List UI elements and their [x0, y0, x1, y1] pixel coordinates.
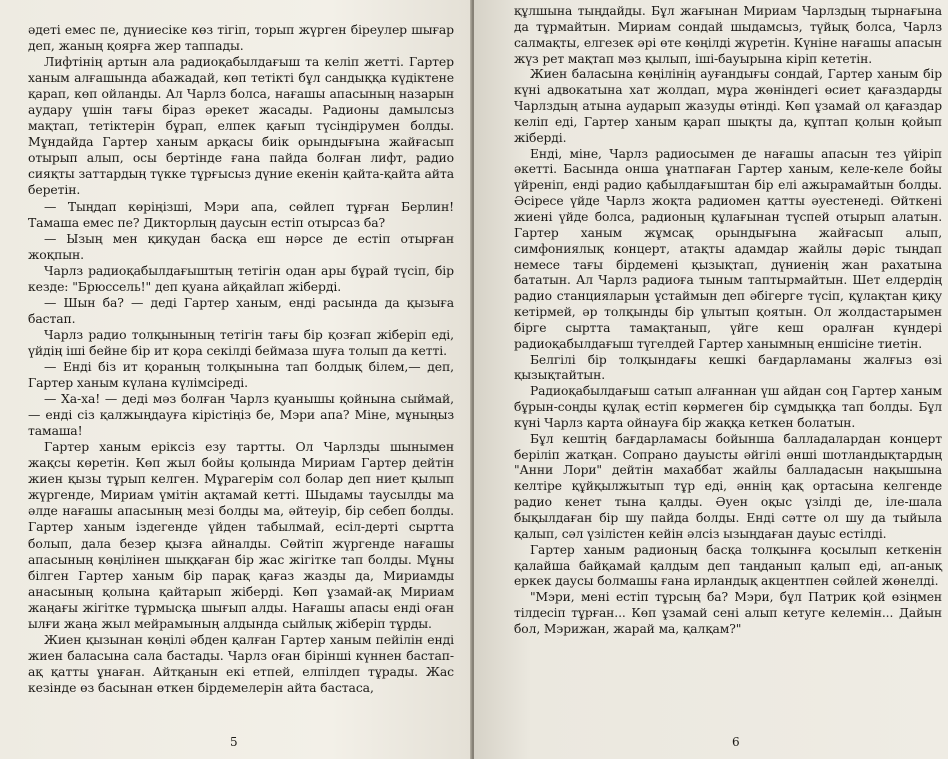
- paragraph: — Тыңдап көріңізші, Мэри апа, сөйлеп тұрған Берлин! Тамаша емес пе? Дикторлың даусын естіп отырсаз ба?: [28, 198, 454, 230]
- paragraph: Гартер ханым еріксіз езу тартты. Ол Чарлзды шынымен жақсы көретін. Көп жыл бойы қолында Мириам Гартер дейтін жиен қызы тұрып келген. Мұрагерім сол болар деп ниет қылып жүргенде, Мириам үмітін ақтамай кетті. Шыдамы таусылды ма әлде нағашы апасының мезі болды ма, әйтеуір, бір себеп болды. Гартер ханым іздегенде үйден табылмай, есіл-дерті сыртта болып, дала безер қызға айналды. Сөйтіп жүргенде нағашы апасының көңілінен шыққаған бір жас жігітке тап болды. Мұны білген Гартер ханым бір парақ қағаз жазды да, Мириамды анасының қолына қайтарып жіберді. Көп ұзамай-ақ Мириам жаңағы жігітке тұрмысқа шығып алды. Нағашы апасы енді оған ылғи жаңа жыл мейрамының алдында сыйлық жіберіп тұрды.: [28, 439, 454, 631]
- paragraph: Жиен баласына көңілінің ауғандығы сондай, Гартер ханым бір күні адвокатына хат жолдап, мұра жөніндегі өсиет қағаздарды Чарлздың атына аударып жазуды өтінді. Көп ұзамай ол қағаздар келіп еді, Гартер ханым қарап шықты да, құптап қолын қойып жіберді.: [514, 67, 942, 145]
- paragraph: Енді, міне, Чарлз радиосымен де нағашы апасын тез үйіріп әкетті. Басында онша ұнатпаған Гартер ханым, келе-келе бойы үйреніп, енді радио қабылдағыштан бір елі ажырамайтын болды. Әсіресе үйде Чарлз жоқта радиомен қатты әуестенеді. Өйткені жиені үйде болса, радионың құлағынан түспей отырып алатын. Гартер ханым жұмсақ орындығына жайғасып алып, симфониялық концерт, атақты адамдар жайлы дәріс тыңдап немесе тағы бірдемені қызықтап, дүниенің жан рахатына бататын. Ал Чарлз радиоға тыным таптырмайтын. Шет елдердің радио станцияларын ұстаймын деп әбігерге түсіп, құлақтан қиқу кетірмей, әр толқынды бір ұлытып қоятын. Ол жолдастарымен бірге сыртта тамақтанып, үйге кеш оралған күндері радиоқабылдағыш түгелдей Гартер ханымның еншісіне тиетін.: [514, 146, 942, 351]
- paragraph: құлшына тыңдайды. Бұл жағынан Мириам Чарлздың тырнағына да тұрмайтын. Мириам сондай шыдамсыз, түйық болса, Чарлз салмақты, елгезек әрі өте көңілді жүретін. Күніне нағашы апасын жүз рет мақтап мәз қылып, іші-бауырына кіріп кететін.: [514, 4, 942, 66]
- paragraph: — Енді біз ит қораның толқынына тап болдық білем,— деп, Гартер ханым күлана күлімсіреді.: [28, 358, 454, 391]
- paragraph: Чарлз радио толқынының тетігін тағы бір қозғап жіберіп еді, үйдің іші бейне бір ит қора секілді беймаза шуға толып да кетті.: [28, 326, 454, 358]
- page-number: 6: [732, 735, 740, 749]
- right-page: [474, 0, 948, 759]
- paragraph: — Шын ба? — деді Гартер ханым, енді расында да қызыға бастап.: [28, 294, 454, 326]
- left-page-text: [28, 22, 454, 696]
- left-page: [0, 0, 472, 759]
- paragraph: "Мэри, мені естіп тұрсың ба? Мэри, бұл Патрик қой өзіңмен тілдесіп тұрған... Көп ұзамай сені алып кетуге келемін... Дайын бол, Мэрижан, жарай ма, қалқам?": [514, 590, 942, 636]
- paragraph: әдеті емес пе, дүниесіке көз тігіп, торып жүрген біреулер шығар деп, жаның қоярға жер таппады.: [28, 22, 454, 54]
- paragraph: — Ызың мен қиқудан басқа еш нәрсе де естіп отырған жоқпын.: [28, 230, 454, 262]
- paragraph: Лифтінің артын ала радиоқабылдағыш та келіп жетті. Гартер ханым алғашында абажадай, көп тетікті бұл сандыққа күдіктене қарап, көп ойланды. Ал Чарлз болса, нағашы апасының назарын аудару үшін тағы біраз әрекет жасады. Радионы дамылсыз мақтап, тетіктерін бұрап, елпек қағып түсіндірумен болды. Мұндайда Гартер ханым арқасы биік орындығына жайғасып отырып алып, осы бертінде ғана пайда болған лифт, радио сияқты заттардың түкке тұрғысыз дүние екенін қайта-қайта айта беретін.: [28, 54, 454, 198]
- paragraph: Жиен қызынан көңілі әбден қалған Гартер ханым пейілін енді жиен баласына сала бастады. Чарлз оған бірінші күннен бастап-ақ қатты ұнаған. Айтқанын екі етпей, елпілдеп тұрады. Жас кезінде өз басынан өткен бірдемелерін айта бастаса,: [28, 631, 454, 695]
- page-number: 5: [230, 735, 238, 749]
- paragraph: Белгілі бір толқындағы кешкі бағдарламаны жалғыз өзі қызықтайтын.: [514, 352, 942, 383]
- paragraph: — Ха-ха! — деді мәз болған Чарлз қуанышы қойнына сыймай, — енді сіз қалжыңдауға кірістіңіз бе, Мэри апа? Міне, мұныңыз тамаша!: [28, 391, 454, 439]
- right-page-text: [514, 4, 942, 638]
- paragraph: Чарлз радиоқабылдағыштың тетігін одан ары бұрай түсіп, бір кезде: "Брюссель!" деп қуана айқайлап жіберді.: [28, 262, 454, 294]
- paragraph: Гартер ханым радионың басқа толқынға қосылып кеткенін қалайша байқамай қалдым деп таңданып қалып еді, ап-анық еркек даусы болмашы ғана ирландық акцентпен сөйлей жөнелді.: [514, 542, 942, 589]
- paragraph: Радиоқабылдағыш сатып алғаннан үш айдан соң Гартер ханым бұрын-соңды құлақ естіп көрмеген бір сұмдыққа тап болды. Бұл күні Чарлз карта ойнауға бір жаққа кеткен болатын.: [514, 384, 942, 430]
- paragraph: Бұл кештің бағдарламасы бойынша балладалардан концерт беріліп жатқан. Сопрано дауысты әйгілі әнші шотландықтардың "Анни Лори" дейтін махаббат жайлы балладасын нақышына келтіре құйқылжытып тұр еді, әннің қақ ортасына келгенде радио кенет тына қалды. Әуен оқыс үзілді де, іле-шала бықылдаған бір шу пайда болды. Енді сәтте ол шу да тыйыла қалып, сәл үзілістен кейін әлсіз ызыңдаған дауыс естілді.: [514, 431, 942, 541]
